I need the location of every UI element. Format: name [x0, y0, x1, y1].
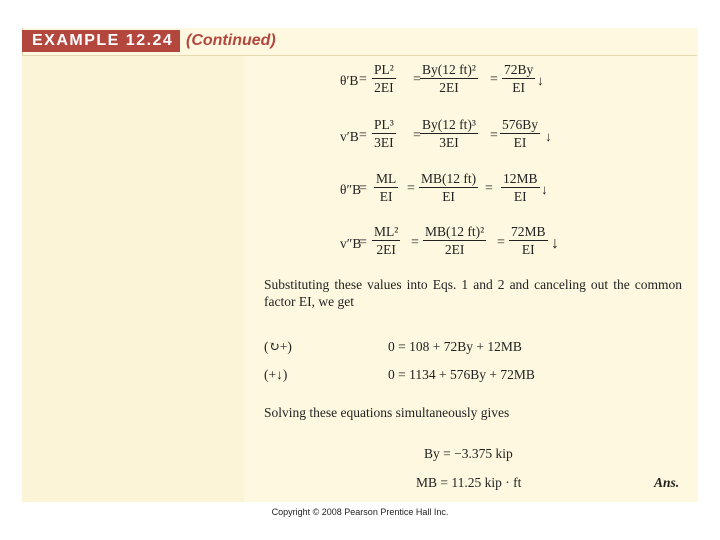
solving-paragraph: Solving these equations simultaneously gives [264, 405, 510, 420]
fraction: $\frac{MB(12 ft)}{EI}$ [421, 171, 477, 204]
operator: = [411, 235, 419, 250]
substitution-paragraph: Substituting these values into Eqs. 1 and 2 and canceling out the common factor EI, we get [264, 277, 682, 309]
continued-label: (Continued) [186, 32, 276, 49]
operator: = [413, 72, 421, 87]
fraction: $\frac{\text{ML²}}{2EI}$ [374, 224, 399, 257]
equals-sign: = [359, 181, 367, 196]
example-label: EXAMPLE 12.24 [22, 30, 180, 52]
operator: = [407, 181, 415, 196]
fraction: $\frac{\text{By(12 ft)³}}{3EI}$ [422, 117, 476, 150]
result-mb: MB = 11.25 kip · ft [416, 475, 522, 490]
operator: = [490, 72, 498, 87]
operator: = [413, 128, 421, 143]
fraction: $\frac{\text{PL³}}{3EI}$ [374, 117, 394, 150]
force-equation: 0 = 1134 + 576By + 72MB [388, 367, 535, 382]
operator: = [497, 235, 505, 250]
result-by: By = −3.375 kip [424, 446, 513, 461]
direction-arrow-icon: ↓ [551, 235, 559, 252]
margin-column [22, 56, 244, 502]
header-rule [22, 55, 697, 56]
copyright-footer: Copyright © 2008 Pearson Prentice Hall Inc. [271, 507, 449, 517]
equals-sign: = [359, 235, 367, 250]
equation-lhs: v″B [340, 236, 362, 251]
fraction: $\frac{ML}{EI}$ [376, 171, 397, 204]
equals-sign: = [359, 72, 367, 87]
fraction: $\frac{\text{By(12 ft)²}}{2EI}$ [422, 62, 476, 95]
operator: = [485, 181, 493, 196]
operator: = [490, 128, 498, 143]
fraction: $\frac{576By}{EI}$ [502, 117, 539, 150]
moment-equation-label: (↻+) [264, 339, 292, 354]
equation-lhs: θ″B [340, 182, 362, 197]
equals-sign: = [359, 128, 367, 143]
fraction: $\frac{72By}{EI}$ [504, 62, 534, 95]
equation-lhs: θ′B [340, 73, 359, 88]
answer-marker: Ans. [654, 475, 680, 490]
direction-arrow-icon: ↓ [537, 73, 544, 88]
fraction: $\frac{12MB}{EI}$ [503, 171, 538, 204]
fraction: $\frac{\text{PL²}}{2EI}$ [374, 62, 394, 95]
fraction: $\frac{72MB}{EI}$ [511, 224, 546, 257]
force-equation-label: (+↓) [264, 367, 288, 382]
fraction: $\frac{\text{MB(12 ft)²}}{2EI}$ [425, 224, 485, 257]
equation-lhs: v′B [340, 129, 359, 144]
moment-equation: 0 = 108 + 72By + 12MB [388, 339, 522, 354]
direction-arrow-icon: ↓ [545, 129, 552, 144]
direction-arrow-icon: ↓ [541, 182, 548, 197]
